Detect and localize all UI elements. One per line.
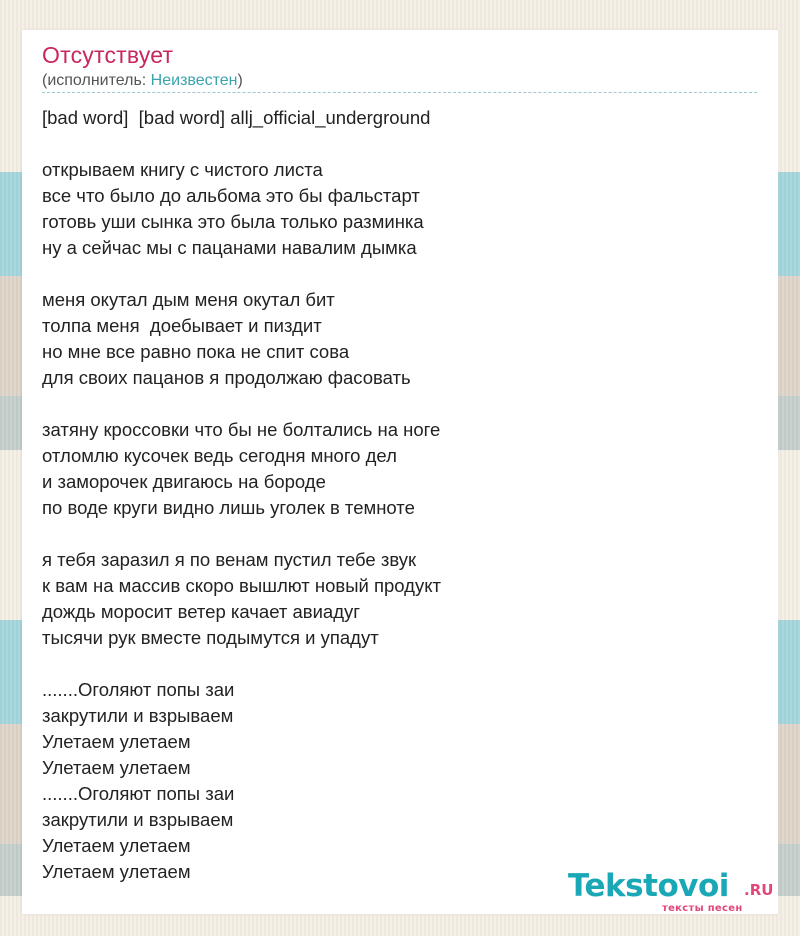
site-logo[interactable] (568, 868, 778, 912)
logo-name: Tekstovoi (568, 868, 729, 904)
lyrics-line: для своих пацанов я продолжаю фасовать (42, 367, 411, 388)
lyrics-line: к вам на массив скоро вышлют новый продукт (42, 575, 441, 596)
lyrics-line: и заморочек двигаюсь на бороде (42, 471, 326, 492)
lyrics-line: .......Оголяют попы заи (42, 679, 235, 700)
lyrics-line: затяну кроссовки что бы не болтались на ноге (42, 419, 441, 440)
lyrics-line: отломлю кусочек ведь сегодня много дел (42, 445, 397, 466)
lyrics-blank-line (42, 651, 742, 677)
lyrics-line: Улетаем улетаем (42, 835, 191, 856)
lyrics-card (22, 30, 778, 914)
lyrics-line: все что было до альбома это бы фальстарт (42, 185, 420, 206)
logo-tagline: тексты песен (662, 903, 743, 914)
title-divider (42, 92, 757, 93)
artist-line (42, 72, 243, 90)
lyrics-blank-line (42, 521, 742, 547)
lyrics-line: я тебя заразил я по венам пустил тебе звук (42, 549, 417, 570)
lyrics-line: Улетаем улетаем (42, 757, 191, 778)
lyrics-line: ну а сейчас мы с пацанами навалим дымка (42, 237, 417, 258)
logo-tld: .RU (744, 881, 774, 899)
lyrics-line: по воде круги видно лишь уголек в темноте (42, 497, 415, 518)
artist-prefix: (исполнитель: (42, 72, 151, 89)
lyrics-line: Улетаем улетаем (42, 861, 191, 882)
lyrics-blank-line (42, 261, 742, 287)
lyrics-line: тысячи рук вместе подымутся и упадут (42, 627, 379, 648)
lyrics-line: толпа меня доебывает и пиздит (42, 315, 322, 336)
lyrics-line: .......Оголяют попы заи (42, 783, 235, 804)
artist-link[interactable]: Неизвестен (150, 72, 238, 89)
lyrics-line: дождь моросит ветер качает авиадуг (42, 601, 361, 622)
lyrics-text (42, 105, 742, 885)
song-title: Отсутствует (42, 42, 174, 68)
artist-suffix: ) (237, 72, 243, 89)
lyrics-line: меня окутал дым меня окутал бит (42, 289, 335, 310)
lyrics-line: готовь уши сынка это была только разминка (42, 211, 424, 232)
lyrics-line: закрутили и взрываем (42, 809, 234, 830)
lyrics-line: [bad word] [bad word] allj_official_underground (42, 107, 431, 128)
lyrics-blank-line (42, 131, 742, 157)
lyrics-line: Улетаем улетаем (42, 731, 191, 752)
lyrics-blank-line (42, 391, 742, 417)
lyrics-line: но мне все равно пока не спит сова (42, 341, 350, 362)
lyrics-line: открываем книгу с чистого листа (42, 159, 323, 180)
lyrics-line: закрутили и взрываем (42, 705, 234, 726)
